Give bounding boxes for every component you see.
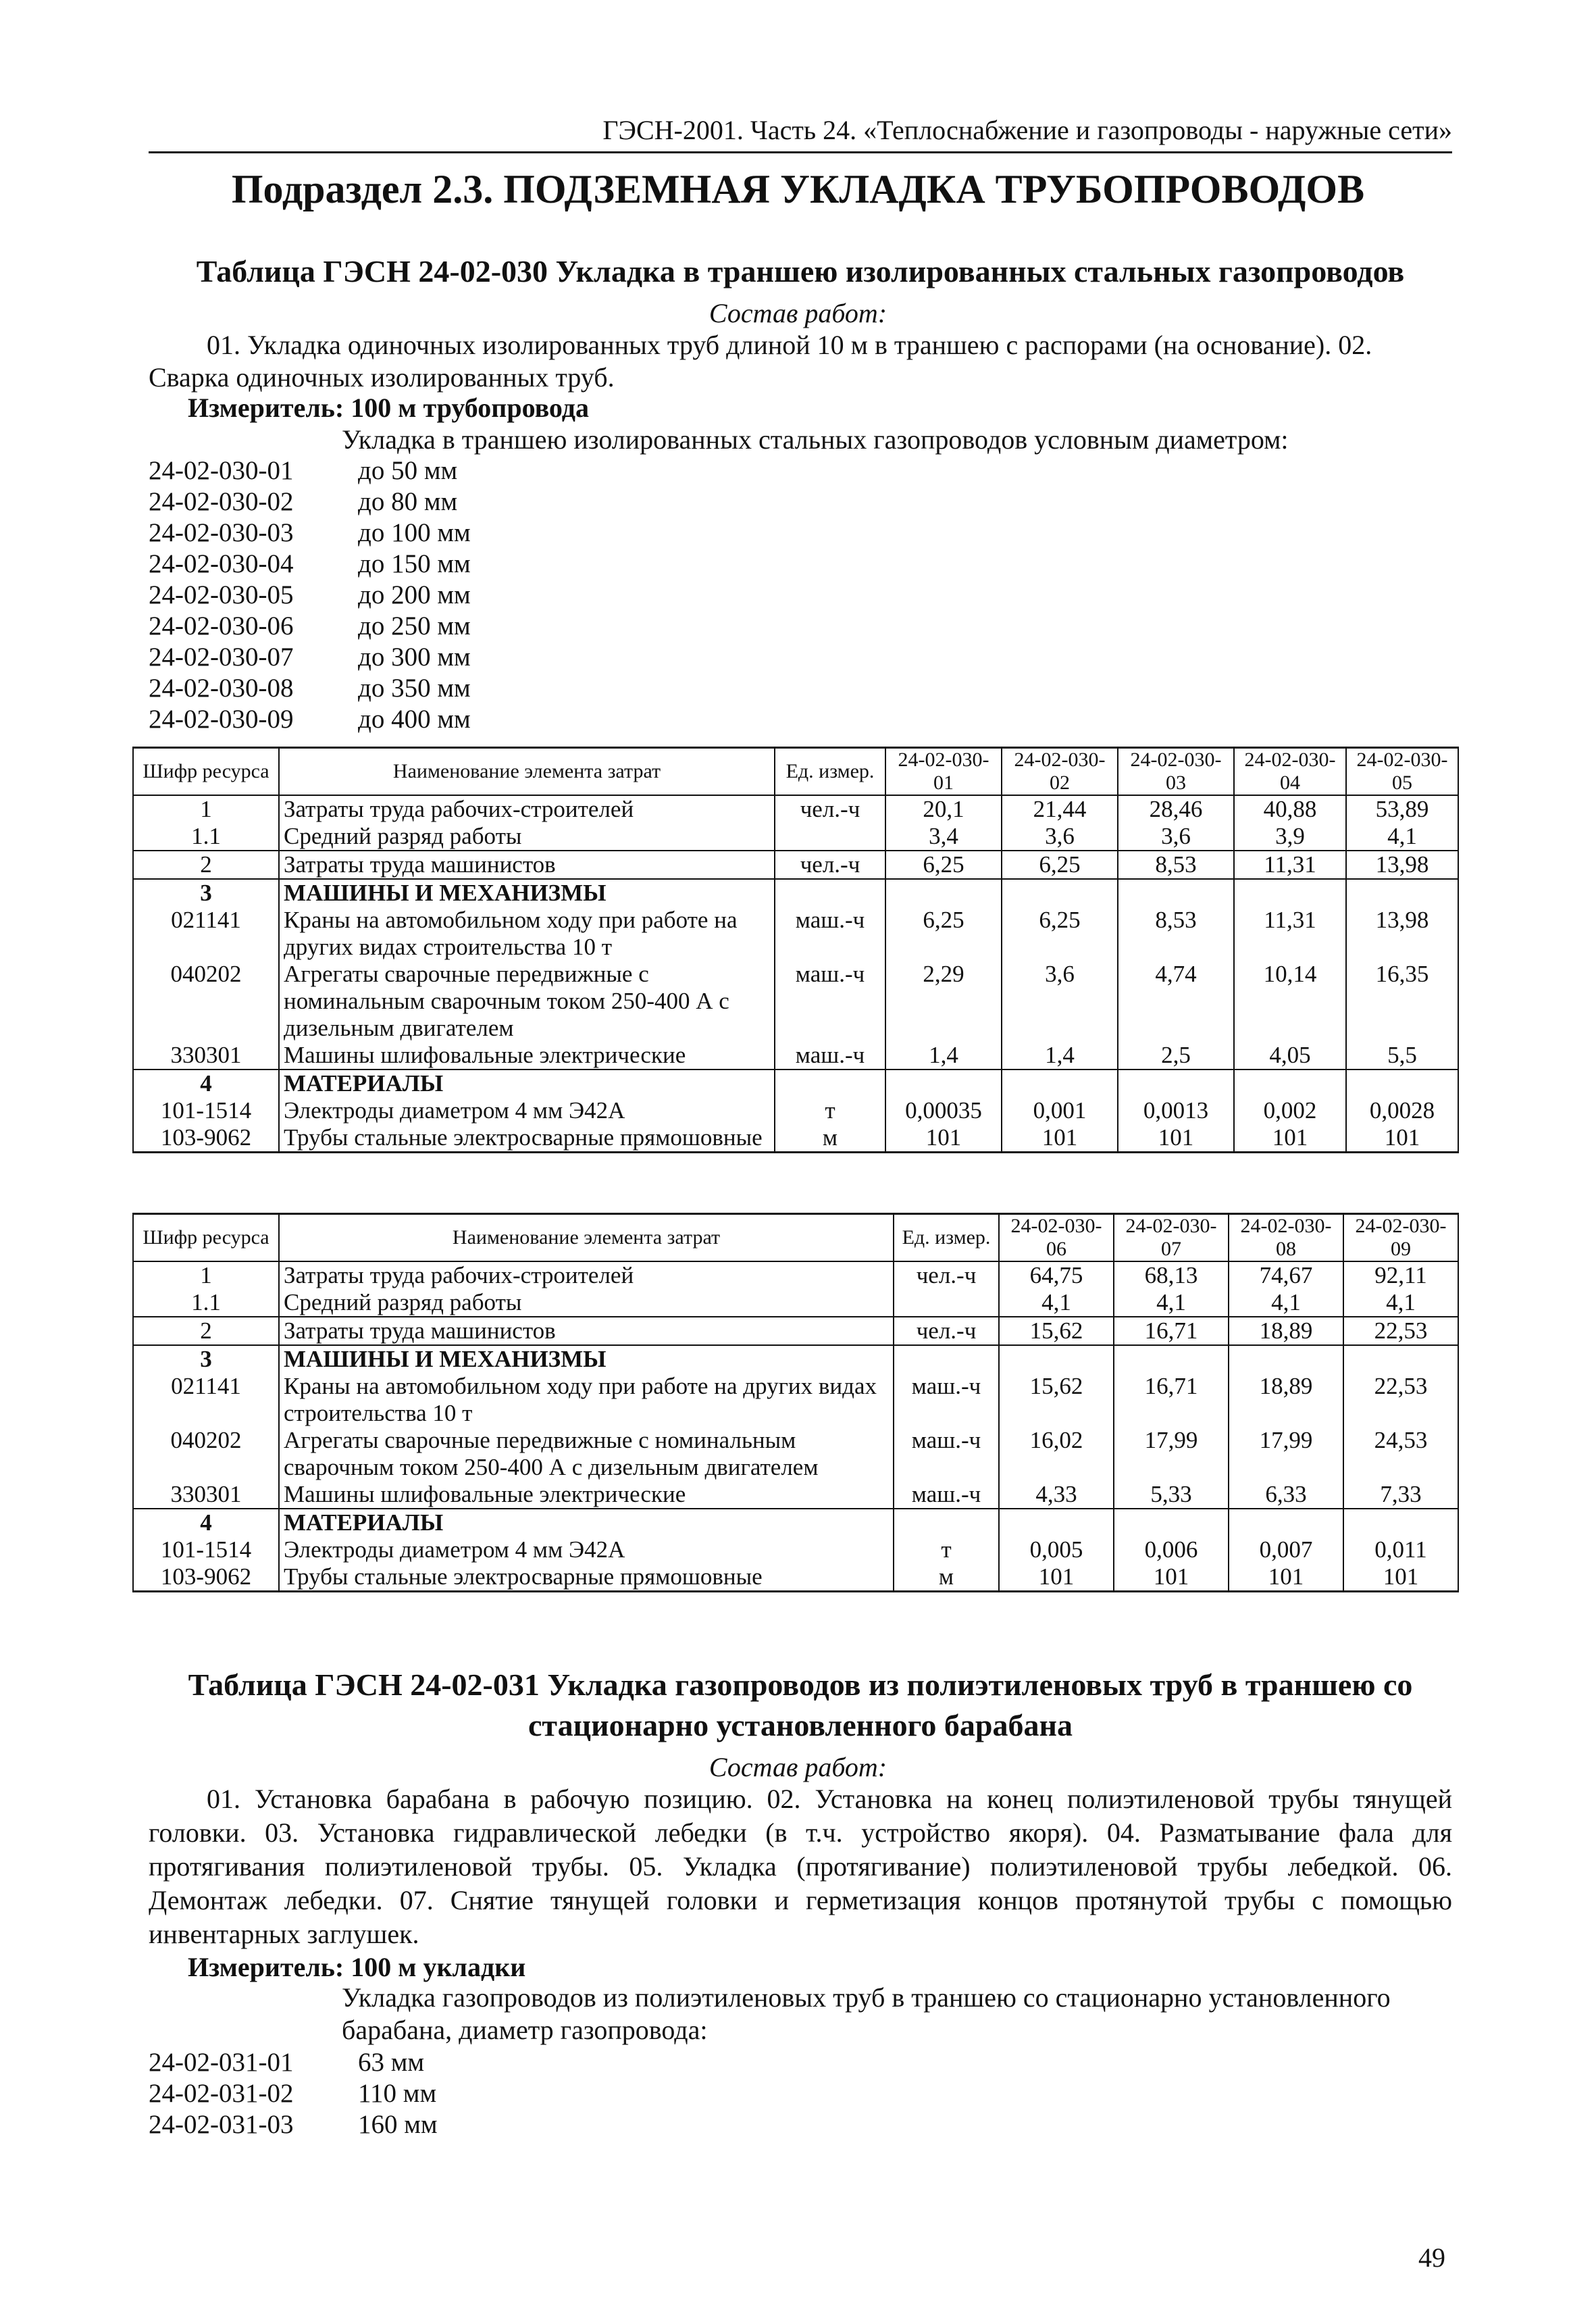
work-composition-heading-031: Состав работ:: [709, 1752, 887, 1782]
column-header: 24-02-030-09: [1343, 1214, 1458, 1262]
table-row: [133, 1261, 1458, 1289]
resource-table-2: [132, 1213, 1459, 1592]
value-cell: 5,5: [1346, 1042, 1458, 1070]
value-cell: 0,005: [999, 1536, 1114, 1563]
cost-element-name: Трубы стальные электросварные прямошовные: [279, 1563, 894, 1592]
value-cell: 0,0028: [1346, 1097, 1458, 1124]
value-cell: [999, 1345, 1114, 1373]
value-cell: [1229, 1509, 1343, 1536]
unit-cell: маш.-ч: [894, 1373, 999, 1427]
column-header: 24-02-030-07: [1114, 1214, 1229, 1262]
table-row: [133, 1097, 1458, 1124]
value-cell: 4,33: [999, 1481, 1114, 1509]
value-cell: [999, 1509, 1114, 1536]
value-cell: 101: [1114, 1563, 1229, 1592]
code-list-item: [149, 642, 471, 673]
value-cell: 101: [1118, 1124, 1234, 1153]
table-row: [133, 823, 1458, 851]
norm-diameter: до 150 мм: [358, 549, 471, 578]
norm-code: 24-02-031-03: [149, 2110, 294, 2139]
norm-diameter: 160 мм: [358, 2110, 438, 2139]
value-cell: 2,29: [885, 961, 1002, 1042]
column-header: 24-02-030-02: [1002, 748, 1118, 796]
value-cell: 20,1: [885, 795, 1002, 823]
code-list-item: [149, 518, 471, 549]
table-row: [133, 1509, 1458, 1536]
value-cell: 0,001: [1002, 1097, 1118, 1124]
value-cell: 0,007: [1229, 1536, 1343, 1563]
table-row: [133, 1536, 1458, 1563]
column-header: Шифр ресурса: [133, 1214, 279, 1262]
unit-cell: [894, 1509, 999, 1536]
value-cell: 1,4: [885, 1042, 1002, 1070]
subsection-title: Подраздел 2.3. ПОДЗЕМНАЯ УКЛАДКА ТРУБОПРОВОДОВ: [231, 167, 1365, 211]
code-list-item: [149, 455, 471, 486]
norm-code: 24-02-030-07: [149, 643, 294, 672]
table-row: [133, 1070, 1458, 1097]
value-cell: [1234, 879, 1346, 907]
value-cell: [1118, 879, 1234, 907]
table-header-row: [133, 748, 1458, 796]
cost-element-name: МАШИНЫ И МЕХАНИЗМЫ: [279, 879, 775, 907]
value-cell: 0,006: [1114, 1536, 1229, 1563]
resource-code: 101-1514: [133, 1536, 279, 1563]
value-cell: 3,6: [1002, 823, 1118, 851]
resource-code: 1.1: [133, 1289, 279, 1317]
norm-code: 24-02-030-06: [149, 611, 294, 640]
cost-element-name: Электроды диаметром 4 мм Э42А: [279, 1097, 775, 1124]
resource-code: 330301: [133, 1481, 279, 1509]
unit-cell: маш.-ч: [775, 961, 885, 1042]
unit-cell: [775, 879, 885, 907]
cost-element-name: МАШИНЫ И МЕХАНИЗМЫ: [279, 1345, 894, 1373]
resource-code: 3: [133, 1345, 279, 1373]
unit-cell: [894, 1345, 999, 1373]
unit-cell: м: [894, 1563, 999, 1592]
value-cell: [1118, 1070, 1234, 1097]
value-cell: 17,99: [1114, 1427, 1229, 1481]
value-cell: 11,31: [1234, 851, 1346, 879]
unit-cell: чел.-ч: [775, 851, 885, 879]
value-cell: 4,1: [1346, 823, 1458, 851]
table-row: [133, 795, 1458, 823]
table-row: [133, 1317, 1458, 1345]
meter-label: Измеритель: 100 м трубопровода: [188, 393, 589, 423]
meter-label-031: Измеритель: 100 м укладки: [188, 1952, 526, 1982]
resource-code: 1.1: [133, 823, 279, 851]
value-cell: 0,0013: [1118, 1097, 1234, 1124]
value-cell: 8,53: [1118, 851, 1234, 879]
unit-cell: чел.-ч: [775, 795, 885, 823]
cost-element-name: Краны на автомобильном ходу при работе на других видах строительства 10 т: [279, 1373, 894, 1427]
column-header: Ед. измер.: [775, 748, 885, 796]
unit-cell: т: [894, 1536, 999, 1563]
table-030-title: Таблица ГЭСН 24-02-030 Укладка в траншею изолированных стальных газопроводов: [196, 254, 1405, 288]
column-header: Шифр ресурса: [133, 748, 279, 796]
value-cell: 40,88: [1234, 795, 1346, 823]
column-header: 24-02-030-03: [1118, 748, 1234, 796]
table-row: [133, 879, 1458, 907]
cost-element-name: Агрегаты сварочные передвижные с номинальным сварочным током 250-400 А с дизельным двигателем: [279, 961, 775, 1042]
value-cell: 101: [1229, 1563, 1343, 1592]
value-cell: 22,53: [1343, 1373, 1458, 1427]
norm-diameter: до 350 мм: [358, 674, 471, 703]
work-composition-line2: Сварка одиночных изолированных труб.: [149, 362, 615, 393]
value-cell: 6,25: [1002, 851, 1118, 879]
norm-code: 24-02-030-03: [149, 518, 294, 547]
value-cell: 101: [885, 1124, 1002, 1153]
cost-element-name: Затраты труда машинистов: [279, 851, 775, 879]
unit-cell: маш.-ч: [894, 1427, 999, 1481]
table-header-row: [133, 1214, 1458, 1262]
value-cell: 4,1: [1343, 1289, 1458, 1317]
resource-code: 4: [133, 1509, 279, 1536]
norm-diameter: до 400 мм: [358, 705, 471, 734]
resource-code: 101-1514: [133, 1097, 279, 1124]
value-cell: 3,6: [1002, 961, 1118, 1042]
cost-element-name: МАТЕРИАЛЫ: [279, 1070, 775, 1097]
value-cell: 15,62: [999, 1373, 1114, 1427]
value-cell: 4,1: [999, 1289, 1114, 1317]
norm-code: 24-02-031-01: [149, 2048, 294, 2077]
resource-code: 2: [133, 851, 279, 879]
work-composition-heading: Состав работ:: [709, 298, 887, 328]
unit-cell: м: [775, 1124, 885, 1153]
value-cell: [1002, 879, 1118, 907]
value-cell: [885, 879, 1002, 907]
norm-code: 24-02-030-04: [149, 549, 294, 578]
value-cell: 74,67: [1229, 1261, 1343, 1289]
column-header: 24-02-030-08: [1229, 1214, 1343, 1262]
code-list-item: [149, 673, 471, 704]
unit-cell: [894, 1289, 999, 1317]
table-row: [133, 1481, 1458, 1509]
value-cell: 21,44: [1002, 795, 1118, 823]
value-cell: 18,89: [1229, 1317, 1343, 1345]
value-cell: 16,71: [1114, 1373, 1229, 1427]
cost-element-name: Трубы стальные электросварные прямошовные: [279, 1124, 775, 1153]
work-composition-text-031: 01. Установка барабана в рабочую позицию. 02. Установка на конец полиэтиленовой трубы тянущей головки. 03. Установка гидравлической лебедки (в т.ч. устройство якоря). 04. Разматывание фала для протягивания полиэтиленовой трубы. 05. Укладка (протягивание) полиэтиленовой трубы лебедкой. 06. Демонтаж лебедки. 07. Снятие тянущей головки и герметизация концов протянутой трубы с помощью инвентарных заглушек.: [149, 1784, 1452, 1949]
code-list-item: [149, 704, 471, 735]
table-row: [133, 1373, 1458, 1427]
value-cell: 3,4: [885, 823, 1002, 851]
value-cell: 7,33: [1343, 1481, 1458, 1509]
value-cell: 0,011: [1343, 1536, 1458, 1563]
norm-diameter: 110 мм: [358, 2079, 437, 2108]
cost-element-name: Машины шлифовальные электрические: [279, 1042, 775, 1070]
resource-code: 4: [133, 1070, 279, 1097]
cost-element-name: Затраты труда машинистов: [279, 1317, 894, 1345]
value-cell: 5,33: [1114, 1481, 1229, 1509]
cost-element-name: Электроды диаметром 4 мм Э42А: [279, 1536, 894, 1563]
norm-code: 24-02-030-05: [149, 580, 294, 609]
codes-intro: Укладка в траншею изолированных стальных газопроводов условным диаметром:: [342, 424, 1289, 455]
column-header: 24-02-030-06: [999, 1214, 1114, 1262]
column-header: Ед. измер.: [894, 1214, 999, 1262]
cost-element-name: МАТЕРИАЛЫ: [279, 1509, 894, 1536]
table-row: [133, 961, 1458, 1042]
column-header: 24-02-030-01: [885, 748, 1002, 796]
code-list: [149, 455, 471, 735]
value-cell: 18,89: [1229, 1373, 1343, 1427]
table-row: [133, 1042, 1458, 1070]
value-cell: 64,75: [999, 1261, 1114, 1289]
value-cell: [1234, 1070, 1346, 1097]
value-cell: [1114, 1509, 1229, 1536]
value-cell: 101: [1346, 1124, 1458, 1153]
cost-element-name: Средний разряд работы: [279, 823, 775, 851]
cost-element-name: Средний разряд работы: [279, 1289, 894, 1317]
value-cell: 24,53: [1343, 1427, 1458, 1481]
page-number: 49: [1418, 2242, 1445, 2273]
value-cell: 101: [999, 1563, 1114, 1592]
norm-diameter: до 100 мм: [358, 518, 471, 547]
cost-element-name: Затраты труда рабочих-строителей: [279, 795, 775, 823]
value-cell: 4,1: [1114, 1289, 1229, 1317]
unit-cell: маш.-ч: [894, 1481, 999, 1509]
value-cell: 4,05: [1234, 1042, 1346, 1070]
code-list-item: [149, 549, 471, 580]
code-list-item: [149, 2047, 438, 2078]
table-row: [133, 907, 1458, 961]
value-cell: 13,98: [1346, 851, 1458, 879]
unit-cell: маш.-ч: [775, 1042, 885, 1070]
unit-cell: [775, 823, 885, 851]
table-031-title-line1: Таблица ГЭСН 24-02-031 Укладка газопроводов из полиэтиленовых труб в траншею со: [188, 1667, 1413, 1702]
column-header: Наименование элемента затрат: [279, 748, 775, 796]
value-cell: 6,25: [885, 851, 1002, 879]
resource-code: 021141: [133, 907, 279, 961]
cost-element-name: Затраты труда рабочих-строителей: [279, 1261, 894, 1289]
value-cell: 4,74: [1118, 961, 1234, 1042]
norm-code: 24-02-030-09: [149, 705, 294, 734]
value-cell: [1343, 1509, 1458, 1536]
work-composition-line1: 01. Укладка одиночных изолированных труб длиной 10 м в траншею с распорами (на основание). 02.: [207, 330, 1372, 360]
value-cell: 16,35: [1346, 961, 1458, 1042]
value-cell: 101: [1343, 1563, 1458, 1592]
table-row: [133, 851, 1458, 879]
value-cell: 15,62: [999, 1317, 1114, 1345]
codes-intro-031-line1: Укладка газопроводов из полиэтиленовых труб в траншею со стационарно установленного: [342, 1982, 1391, 2013]
unit-cell: маш.-ч: [775, 907, 885, 961]
value-cell: [1229, 1345, 1343, 1373]
value-cell: 6,25: [1002, 907, 1118, 961]
code-list-item: [149, 611, 471, 642]
resource-code: 330301: [133, 1042, 279, 1070]
unit-cell: т: [775, 1097, 885, 1124]
value-cell: 28,46: [1118, 795, 1234, 823]
code-list-031: [149, 2047, 438, 2140]
value-cell: 3,6: [1118, 823, 1234, 851]
value-cell: [1343, 1345, 1458, 1373]
column-header: Наименование элемента затрат: [279, 1214, 894, 1262]
norm-code: 24-02-030-01: [149, 456, 294, 485]
value-cell: 8,53: [1118, 907, 1234, 961]
table-row: [133, 1563, 1458, 1592]
value-cell: 53,89: [1346, 795, 1458, 823]
norm-diameter: до 250 мм: [358, 611, 471, 640]
norm-code: 24-02-030-08: [149, 674, 294, 703]
value-cell: 10,14: [1234, 961, 1346, 1042]
resource-code: 040202: [133, 961, 279, 1042]
value-cell: 101: [1002, 1124, 1118, 1153]
resource-code: 3: [133, 879, 279, 907]
value-cell: [1346, 1070, 1458, 1097]
value-cell: 92,11: [1343, 1261, 1458, 1289]
table-row: [133, 1289, 1458, 1317]
cost-element-name: Краны на автомобильном ходу при работе на других видах строительства 10 т: [279, 907, 775, 961]
value-cell: 16,02: [999, 1427, 1114, 1481]
running-header: ГЭСН-2001. Часть 24. «Теплоснабжение и газопроводы - наружные сети»: [149, 114, 1452, 153]
value-cell: 6,33: [1229, 1481, 1343, 1509]
resource-code: 103-9062: [133, 1124, 279, 1153]
value-cell: 22,53: [1343, 1317, 1458, 1345]
norm-diameter: до 200 мм: [358, 580, 471, 609]
code-list-item: [149, 2109, 438, 2140]
value-cell: 1,4: [1002, 1042, 1118, 1070]
value-cell: 17,99: [1229, 1427, 1343, 1481]
cost-element-name: Машины шлифовальные электрические: [279, 1481, 894, 1509]
cost-element-name: Агрегаты сварочные передвижные с номинальным сварочным током 250-400 А с дизельным двигателем: [279, 1427, 894, 1481]
table-row: [133, 1124, 1458, 1153]
column-header: 24-02-030-04: [1234, 748, 1346, 796]
value-cell: 101: [1234, 1124, 1346, 1153]
resource-table-1: [132, 747, 1459, 1153]
value-cell: 2,5: [1118, 1042, 1234, 1070]
value-cell: 68,13: [1114, 1261, 1229, 1289]
resource-code: 021141: [133, 1373, 279, 1427]
value-cell: 3,9: [1234, 823, 1346, 851]
norm-code: 24-02-030-02: [149, 487, 294, 516]
resource-code: 040202: [133, 1427, 279, 1481]
value-cell: 16,71: [1114, 1317, 1229, 1345]
table-row: [133, 1345, 1458, 1373]
unit-cell: чел.-ч: [894, 1317, 999, 1345]
value-cell: 0,00035: [885, 1097, 1002, 1124]
resource-code: 2: [133, 1317, 279, 1345]
norm-diameter: 63 мм: [358, 2048, 425, 2077]
unit-cell: чел.-ч: [894, 1261, 999, 1289]
resource-code: 1: [133, 1261, 279, 1289]
resource-code: 1: [133, 795, 279, 823]
code-list-item: [149, 580, 471, 611]
table-031-title-line2: стационарно установленного барабана: [528, 1708, 1073, 1742]
norm-diameter: до 50 мм: [358, 456, 458, 485]
value-cell: 13,98: [1346, 907, 1458, 961]
value-cell: 4,1: [1229, 1289, 1343, 1317]
value-cell: [1114, 1345, 1229, 1373]
value-cell: 6,25: [885, 907, 1002, 961]
code-list-item: [149, 2078, 438, 2109]
table-row: [133, 1427, 1458, 1481]
column-header: 24-02-030-05: [1346, 748, 1458, 796]
unit-cell: [775, 1070, 885, 1097]
value-cell: 11,31: [1234, 907, 1346, 961]
codes-intro-031-line2: барабана, диаметр газопровода:: [342, 2015, 708, 2045]
value-cell: [1346, 879, 1458, 907]
value-cell: [1002, 1070, 1118, 1097]
norm-diameter: до 80 мм: [358, 487, 458, 516]
norm-diameter: до 300 мм: [358, 643, 471, 672]
code-list-item: [149, 486, 471, 518]
norm-code: 24-02-031-02: [149, 2079, 294, 2108]
value-cell: 0,002: [1234, 1097, 1346, 1124]
resource-code: 103-9062: [133, 1563, 279, 1592]
value-cell: [885, 1070, 1002, 1097]
